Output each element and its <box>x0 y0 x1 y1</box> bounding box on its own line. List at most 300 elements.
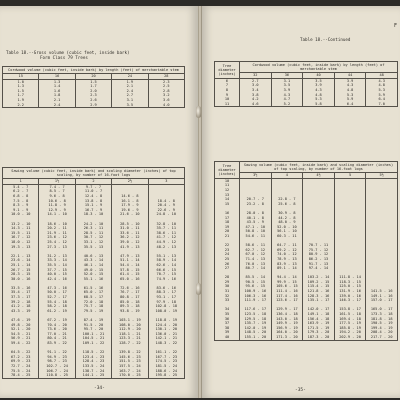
table-cell: 14.6 - 8 <box>112 194 148 199</box>
table-cell: 25.1 - 14 <box>3 263 39 268</box>
table-cell: 8.5 - 7 <box>39 189 75 194</box>
binding-clip-bottom <box>196 283 201 295</box>
table-cell: 21.6 - 10 <box>112 212 148 217</box>
table-cell: 49.0 - 15 <box>75 268 111 273</box>
table-cell: 125.0 - 15 <box>334 284 366 289</box>
table-cell: 16.7 - 9 <box>75 208 111 213</box>
table-cell: 14 <box>215 197 240 202</box>
table-cell: 104.5 - 21 <box>75 336 111 341</box>
column-header: 20 <box>75 74 111 79</box>
table-cell: 35.5 - 13 <box>75 245 111 250</box>
table-row <box>3 318 185 323</box>
table-cell: 30.9 - 8 <box>271 211 303 216</box>
table-cell: 71.4 - 13 <box>240 257 272 262</box>
table-cell: 54.5 - 21 <box>3 332 39 337</box>
table-cell: 130.1 - 20 <box>148 327 184 332</box>
table-cell: 58.6 - 11 <box>240 243 272 248</box>
table-cell: 111.9 - 17 <box>240 298 272 303</box>
table-cell: 61.5 - 16 <box>75 286 111 291</box>
table-row <box>3 341 185 346</box>
table-cell: 41.9 - 13 <box>112 245 148 250</box>
table-cell: 16.1 - 8 <box>112 199 148 204</box>
table-cell: 4.8 <box>366 83 398 88</box>
table-cell: 43.3 - 19 <box>3 309 39 314</box>
table-cell: 7.0 <box>366 102 398 107</box>
table-cell: 33.3 - 14 <box>39 258 75 263</box>
table-cell: 40.1 - 8 <box>240 216 272 221</box>
table-cell: 136.4 - 18 <box>271 312 303 317</box>
table-cell: 72.0 - 18 <box>75 300 111 305</box>
table-cell: 108.0 - 20 <box>112 323 148 328</box>
table-cell: 118.5 - 22 <box>75 350 111 355</box>
table-row <box>3 364 185 369</box>
table-cell: 9 <box>215 93 240 98</box>
table-cell: 83.9 - 13 <box>271 262 303 267</box>
table-cell: 85.0 - 18 <box>112 300 148 305</box>
table-cell: 171.5 - 19 <box>303 326 335 331</box>
book-gutter <box>198 6 202 398</box>
table-cell: 65.0 - 16 <box>112 277 148 282</box>
table-cell: 91.7 - 13 <box>303 262 335 267</box>
table-cell: 19.3 - 13 <box>3 245 39 250</box>
table-cell: 4.8 <box>334 88 366 93</box>
column-header: 28 <box>148 74 184 79</box>
table-cell: 95.7 - 20 <box>75 327 111 332</box>
table-cell: 49.8 - 20 <box>3 323 39 328</box>
table-cell: 70.7 - 11 <box>303 243 335 248</box>
table-cell: 61.2 - 19 <box>39 309 75 314</box>
table-cell: 62.7 - 12 <box>240 248 272 253</box>
table-cell: 2.1 <box>39 98 75 103</box>
table-cell: 5.2 <box>271 102 303 107</box>
table-cell: 33 <box>215 298 240 303</box>
table-cell: 93.8 - 19 <box>112 309 148 314</box>
table-row <box>3 272 185 277</box>
right-page <box>200 6 400 398</box>
table-cell: 97.4 - 14 <box>303 266 335 271</box>
column-header: 5½ <box>366 173 398 178</box>
table-cell: 2.7 <box>240 78 272 83</box>
table-cell: 2.4 <box>39 103 75 108</box>
table-cell: 195.8 - 25 <box>148 373 184 378</box>
table-cell: 1.9 <box>3 98 39 103</box>
table-cell: 11 <box>215 183 240 188</box>
table-cell: 89.1 - 14 <box>271 266 303 271</box>
table-cell: 58.2 - 18 <box>39 304 75 309</box>
table-cell: 24.8 - 10 <box>148 212 184 217</box>
table-cell: 174.5 - 23 <box>148 359 184 364</box>
table-cell: 123.3 - 21 <box>112 336 148 341</box>
binding-clip-top <box>196 106 201 118</box>
table-cell: 1.4 <box>39 84 75 89</box>
table-cell: 139.0 - 16 <box>334 294 366 299</box>
table-cell: 142.0 - 17 <box>303 307 335 312</box>
table-cell: 3.8 <box>240 93 272 98</box>
table-cell: 26 <box>215 262 240 267</box>
table-cell: 38 <box>215 326 240 331</box>
table-cell: 25.4 - 12 <box>39 240 75 245</box>
table-cell: 21 <box>215 234 240 239</box>
table-cell: 2.1 <box>112 84 148 89</box>
column-header: 1½ <box>39 179 75 184</box>
table-cell: 100.9 - 16 <box>240 289 272 294</box>
table-cell: 19.6 - 9 <box>112 208 148 213</box>
table-cell: 70.4 - 20 <box>39 323 75 328</box>
table-cell: 20.4 - 9 <box>148 203 184 208</box>
table-cell: 75.7 - 12 <box>303 248 335 253</box>
corner-mark: F <box>393 23 397 29</box>
table-cell: 112.9 - 20 <box>112 327 148 332</box>
table-cell: 64.7 - 11 <box>271 243 303 248</box>
table-cell: 37.3 - 17 <box>3 295 39 300</box>
table-cell: 156.4 - 18 <box>303 317 335 322</box>
table-cell: 54.6 - 11 <box>240 234 272 239</box>
table-cell: 32 <box>215 294 240 299</box>
table-cell: 18.3 - 10 <box>75 212 111 217</box>
table-cell: 123.5 - 18 <box>240 312 272 317</box>
table-cell: 13 <box>215 193 240 198</box>
table-cell: 6.2 - 7 <box>3 189 39 194</box>
table-cell: 33.6 - 11 <box>112 231 148 236</box>
table-cell: 72.6 - 16 <box>112 286 148 291</box>
table-cell: 3.5 <box>303 78 335 83</box>
table-cell: 22.1 - 13 <box>3 254 39 259</box>
table-cell: 1.5 <box>75 79 111 84</box>
table-cell: 86.2 - 13 <box>303 257 335 262</box>
table-cell: 32.8 - 10 <box>148 222 184 227</box>
table-cell: 76.7 - 17 <box>112 290 148 295</box>
table-cell: 1.6 <box>39 89 75 94</box>
table-cell: 94.4 - 14 <box>271 275 303 280</box>
column-header: 48 <box>366 73 398 78</box>
table-cell: 10.0 - 10 <box>3 212 39 217</box>
table-cell: 106.3 - 16 <box>240 294 272 299</box>
table-cell: 31.2 - 13 <box>39 254 75 259</box>
table-cell: 25 <box>215 257 240 262</box>
table-cell: 102.8 - 18 <box>148 304 184 309</box>
table-cell: 163.9 - 19 <box>303 321 335 326</box>
table-cell: 44.9 - 12 <box>148 240 184 245</box>
table-cell: 102.7 - 24 <box>39 364 75 369</box>
table-cell: 185.8 - 19 <box>334 326 366 331</box>
table-cell: 18.4 - 8 <box>148 199 184 204</box>
table-cell: 27.3 - 13 <box>39 245 75 250</box>
table-cell: 27 <box>215 266 240 271</box>
table-cell: 79.5 - 19 <box>75 309 111 314</box>
table-cell: 5.3 <box>303 97 335 102</box>
table-cell: 9.1 - 9 <box>3 208 39 213</box>
table-cell: 123.4 - 23 <box>75 355 111 360</box>
table-cell: 143.0 - 18 <box>271 317 303 322</box>
table-cell: 47.6 - 19 <box>3 318 39 323</box>
table-cell: 103.2 - 14 <box>303 275 335 280</box>
table-cell: 157.5 - 24 <box>112 364 148 369</box>
table-cell: 24.2 - 10 <box>75 222 111 227</box>
table-cell: 8 <box>215 88 240 93</box>
table-cell: 145.6 - 23 <box>112 355 148 360</box>
table-cell: 149.1 - 18 <box>303 312 335 317</box>
left-page-number: -34- <box>94 386 105 391</box>
table-cell: 12.4 - 8 <box>75 194 111 199</box>
table-cell: 190.5 - 19 <box>366 321 398 326</box>
table-cell: 1.9 <box>112 79 148 84</box>
table-cell: 58.9 - 14 <box>148 258 184 263</box>
table-cell: 3.4 <box>240 88 272 93</box>
table-cell: 103.1 - 19 <box>112 318 148 323</box>
table-cell: 117.6 - 17 <box>240 307 272 312</box>
table-cell: 31 <box>215 289 240 294</box>
table-row <box>3 240 185 245</box>
table-cell: 28.5 - 11 <box>75 231 111 236</box>
column-header: 4 <box>271 173 303 178</box>
table-cell: 105.6 - 15 <box>271 284 303 289</box>
table-cell: 37 <box>215 321 240 326</box>
table-cell: 16.7 - 12 <box>3 235 39 240</box>
table-cell: 163.7 - 24 <box>112 369 148 374</box>
table-cell: 139.8 - 22 <box>112 350 148 355</box>
table-cell: 43.5 - 9 <box>240 220 272 225</box>
table-cell: 118.8 - 19 <box>148 318 184 323</box>
table-cell: 124.4 - 20 <box>148 323 184 328</box>
table-cell: 61.4 - 15 <box>112 272 148 277</box>
table-cell: 38.6 - 11 <box>148 231 184 236</box>
table-cell: 128.7 - 22 <box>112 341 148 346</box>
table-cell: 8.3 - 9 <box>3 203 39 208</box>
table-cell: 18 <box>215 220 240 225</box>
table-cell: 149.9 - 19 <box>271 321 303 326</box>
column-header: 32 <box>240 73 272 78</box>
table-cell: 24 <box>215 252 240 257</box>
column-header: 16 <box>39 74 75 79</box>
table-cell: 91.5 - 20 <box>75 323 111 328</box>
table-cell: 106.7 - 24 <box>39 369 75 374</box>
left-sawing-table <box>2 167 185 379</box>
table-cell: 151.5 - 23 <box>112 359 148 364</box>
table-cell: 161.5 - 18 <box>334 312 366 317</box>
table-cell: 35.5 - 14 <box>39 263 75 268</box>
table-cell: 2.9 <box>75 103 111 108</box>
table-cell: 60.3 - 11 <box>271 234 303 239</box>
table-cell: 47.1 - 10 <box>240 225 272 230</box>
table-cell: 148.3 - 22 <box>148 341 184 346</box>
table-cell: 40 <box>215 335 240 340</box>
table-cell: 129.9 - 17 <box>271 307 303 312</box>
right-cordwood-header: Cordwood volume (cubic feet, inside bark) by length (feet) of merchantable stem <box>240 62 398 73</box>
table-cell: 76.0 - 13 <box>240 262 272 267</box>
table-cell: 169.4 - 18 <box>334 317 366 322</box>
table-row <box>215 335 398 340</box>
table-cell: 48.2 - 13 <box>148 245 184 250</box>
table-cell: 123.6 - 17 <box>271 298 303 303</box>
table-cell: 118.3 - 15 <box>334 280 366 285</box>
table-cell: 50.0 - 17 <box>39 290 75 295</box>
table-cell: 22 <box>215 243 240 248</box>
table-cell: 1.0 <box>3 79 39 84</box>
table-cell: 5.3 <box>334 93 366 98</box>
table-cell: 2.0 <box>75 89 111 94</box>
table-cell: 98.7 - 23 <box>39 359 75 364</box>
table-cell: 17 <box>215 216 240 221</box>
table-cell: 22.8 - 7 <box>271 197 303 202</box>
table-cell: 5.8 <box>303 102 335 107</box>
left-page <box>0 6 200 398</box>
column-header: 15 <box>3 74 39 79</box>
table-cell: 208.4 - 20 <box>366 330 398 335</box>
table-cell: 25.6 - 8 <box>271 202 303 207</box>
left-sawing-header: Sawing volume (cubic feet, inside bark) and scaling diameter (inches) of top scaling, by number of 16-foot logs <box>3 168 185 179</box>
table-cell: 161.1 - 22 <box>148 350 184 355</box>
table-cell: 14.3 - 11 <box>3 226 39 231</box>
table-cell: 29 <box>215 280 240 285</box>
table-cell: 109.2 - 15 <box>303 280 335 285</box>
table-cell: 129.5 - 18 <box>240 317 272 322</box>
table-cell: 141.5 - 16 <box>366 289 398 294</box>
table-cell: 56.9 - 21 <box>3 336 39 341</box>
table-cell: 62.6 - 14 <box>148 263 184 268</box>
table-cell: 51.1 - 14 <box>112 258 148 263</box>
table-cell: 90.5 - 15 <box>240 280 272 285</box>
table-cell: 2.6 <box>75 98 111 103</box>
table-cell: 144.1 - 25 <box>75 373 111 378</box>
table-cell: 52.0 - 10 <box>271 225 303 230</box>
column-header: 3½ <box>240 173 272 178</box>
table-cell: 28 <box>215 275 240 280</box>
table-cell: 40.0 - 15 <box>39 272 75 277</box>
table-cell: 167.7 - 23 <box>148 355 184 360</box>
table-cell: 68.5 - 17 <box>75 295 111 300</box>
table-cell: 100.1 - 21 <box>75 332 111 337</box>
table-cell: 131.9 - 16 <box>334 289 366 294</box>
table-cell: 118.1 - 21 <box>112 332 148 337</box>
table-cell: 55.4 - 18 <box>39 300 75 305</box>
table-cell: 3.1 <box>271 78 303 83</box>
table-cell: 18.6 - 10 <box>39 222 75 227</box>
table-cell: 3.6 <box>148 98 184 103</box>
table-row <box>3 373 185 378</box>
table-cell: 28.5 - 10 <box>112 222 148 227</box>
table-cell: 88.3 - 17 <box>148 290 184 295</box>
table-row <box>3 263 185 268</box>
table-cell: 83.9 - 22 <box>39 341 75 346</box>
table-cell: 41.2 - 18 <box>3 304 39 309</box>
table-cell: 43.3 - 14 <box>75 258 111 263</box>
table-cell: 9.7 - 7 <box>75 184 111 189</box>
table-cell: 3.5 <box>271 83 303 88</box>
table-cell: 153.8 - 17 <box>334 307 366 312</box>
table-cell: 74.9 - 16 <box>148 277 184 282</box>
table-cell: 179.3 - 20 <box>303 330 335 335</box>
table-cell: 55.1 - 13 <box>148 254 184 259</box>
table-cell: 138.7 - 24 <box>75 369 111 374</box>
table-cell: 111.4 - 16 <box>271 289 303 294</box>
table-cell: 2.2 <box>3 103 39 108</box>
table-cell: 73.6 - 20 <box>39 327 75 332</box>
table-cell: 135.7 - 19 <box>240 321 272 326</box>
table-cell: 67.2 - 19 <box>39 318 75 323</box>
column-header: 5 <box>334 173 366 178</box>
table-cell: 33.1 - 12 <box>75 240 111 245</box>
table-cell: 47.3 - 16 <box>39 286 75 291</box>
table-cell: 80.8 - 17 <box>112 295 148 300</box>
table-cell: 69.2 - 12 <box>271 248 303 253</box>
table-cell: 23.2 - 8 <box>240 202 272 207</box>
table-cell: 12 <box>215 188 240 193</box>
column-header: 4½ <box>303 173 335 178</box>
table-cell: 14.1 - 10 <box>39 212 75 217</box>
table-cell: 148.5 - 20 <box>240 330 272 335</box>
table-cell: 202.9 - 20 <box>334 335 366 340</box>
table-cell: 46.1 - 14 <box>75 263 111 268</box>
table-cell: 15.5 - 11 <box>3 231 39 236</box>
table-cell: 164.0 - 20 <box>271 330 303 335</box>
table-row <box>3 103 185 108</box>
table-cell: 80.7 - 14 <box>240 266 272 271</box>
table-cell: 156.9 - 19 <box>271 326 303 331</box>
table-cell: 10 <box>215 178 240 183</box>
table-cell: 78.4 - 25 <box>3 373 39 378</box>
table-cell: 155.1 - 20 <box>240 335 272 340</box>
table-cell: 13.8 - 8 <box>75 199 111 204</box>
table-cell: 35.4 - 17 <box>3 290 39 295</box>
table-cell: 23.6 - 14 <box>3 258 39 263</box>
table-cell: 85.5 - 14 <box>240 275 272 280</box>
table-cell: 28.3 - 15 <box>3 272 39 277</box>
table-cell: 7.4 - 7 <box>39 184 75 189</box>
table-cell: 67.2 - 23 <box>3 355 39 360</box>
table-cell: 128.3 - 16 <box>303 294 335 299</box>
table-cell: 75.7 - 18 <box>75 304 111 309</box>
table-cell: 4.8 <box>303 93 335 98</box>
table-cell: 1.5 <box>3 89 39 94</box>
column-header: 3 <box>148 179 184 184</box>
table-cell: 70.7 - 15 <box>148 272 184 277</box>
table-cell: 35.7 - 11 <box>148 226 184 231</box>
table-cell: 64.5 - 22 <box>3 350 39 355</box>
table-cell: 177.5 - 19 <box>334 321 366 326</box>
table-cell: 157.0 - 17 <box>366 298 398 303</box>
table-cell: 110.8 - 25 <box>39 373 75 378</box>
table-cell: 13.2 - 10 <box>3 222 39 227</box>
table-cell: 77.0 - 21 <box>39 332 75 337</box>
left-cordwood-table <box>2 66 185 108</box>
table-cell: 121.8 - 16 <box>303 289 335 294</box>
table-cell: 6 <box>215 78 240 83</box>
table-cell: 4.3 <box>271 93 303 98</box>
table-cell: 146.3 - 17 <box>334 298 366 303</box>
left-table-title: Table 18.--Gross volume (cubic feet, inside bark) <box>6 50 130 55</box>
table-cell: 69.9 - 23 <box>3 359 39 364</box>
table-row <box>3 295 185 300</box>
table-cell: 39 <box>215 330 240 335</box>
table-cell: 15.1 - 9 <box>75 203 111 208</box>
table-cell: 72.7 - 24 <box>3 364 39 369</box>
table-cell: 149.1 - 16 <box>366 294 398 299</box>
table-cell: 41.7 - 12 <box>148 235 184 240</box>
table-cell: 7 <box>215 83 240 88</box>
table-cell: 133.5 - 24 <box>75 364 111 369</box>
table-cell: 39.2 - 18 <box>3 300 39 305</box>
table-cell: 52.0 - 15 <box>75 272 111 277</box>
table-cell: 7.5 - 8 <box>3 199 39 204</box>
column-header: 2 <box>75 179 111 184</box>
table-cell: 2.3 <box>75 93 111 98</box>
table-cell: 9.6 - 8 <box>39 194 75 199</box>
table-cell: 55.1 - 16 <box>75 277 111 282</box>
table-cell: 31.0 - 11 <box>112 226 148 231</box>
table-cell: 10 <box>215 97 240 102</box>
table-cell: 74.0 - 12 <box>271 252 303 257</box>
table-cell: 2.8 <box>148 89 184 94</box>
